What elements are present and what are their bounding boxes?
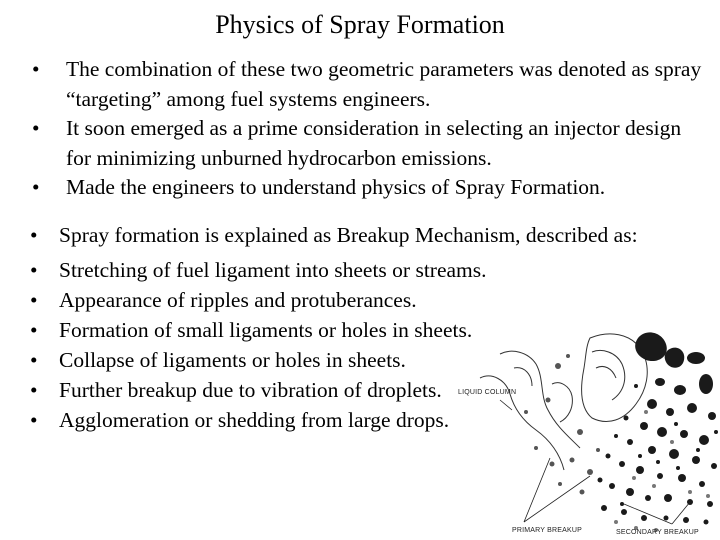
bullet-item: • Collapse of ligaments or holes in sheets.	[30, 345, 720, 375]
bullet-item: • Agglomeration or shedding from large drops.	[30, 405, 720, 435]
bullet-item: • Made the engineers to understand physics of Spray Formation.	[32, 173, 702, 203]
secondary-droplets	[598, 332, 719, 524]
bullet-item: • Further breakup due to vibration of droplets.	[30, 375, 720, 405]
bullet-item: • Formation of small ligaments or holes in sheets.	[30, 315, 720, 345]
spray-breakup-illustration	[440, 308, 720, 540]
bullet-item: • Stretching of fuel ligament into sheets or streams.	[30, 255, 720, 285]
bullet-item: • The combination of these two geometric parameters was denoted as spray “targeting” among fuel systems engineers.	[32, 55, 702, 114]
bullet-item: • Appearance of ripples and protuberances.	[30, 285, 720, 315]
bullet-item: • It soon emerged as a prime consideration in selecting an injector design for minimizing unburned hydrocarbon emissions.	[32, 114, 702, 173]
bullet-list-top	[32, 55, 702, 203]
bullet-item: • Spray formation is explained as Breakup Mechanism, described as:	[30, 221, 714, 249]
primary-droplets	[524, 354, 600, 495]
leader-lines	[500, 400, 690, 524]
primary-breakup-label: PRIMARY BREAKUP	[512, 527, 583, 534]
liquid-column-label: LIQUID COLUMN	[458, 389, 517, 396]
liquid-column-sheet	[480, 334, 647, 470]
slide-title: Physics of Spray Formation	[215, 10, 505, 39]
secondary-breakup-label: SECONDARY BREAKUP	[616, 529, 699, 536]
